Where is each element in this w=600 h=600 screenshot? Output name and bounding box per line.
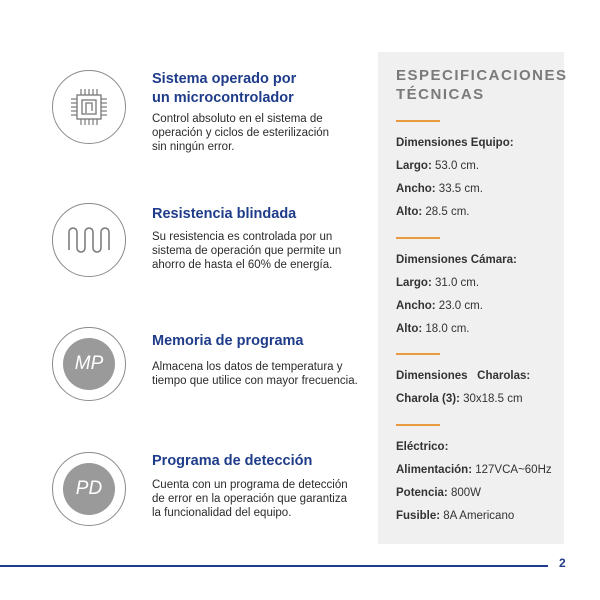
spec-heading-equipo: Dimensiones Equipo:: [396, 137, 514, 149]
spec-largo-equipo: Largo: 53.0 cm.: [396, 160, 480, 172]
specifications-title-line: TÉCNICAS: [396, 86, 485, 103]
spec-charola: Charola (3): 30x18.5 cm: [396, 393, 523, 405]
specifications-title-line: ESPECIFICACIONES: [396, 67, 568, 84]
feature-description: [152, 360, 382, 388]
feature-title: Resistencia blindada: [152, 206, 297, 222]
description-line: la funcionalidad del equipo.: [152, 507, 292, 519]
mp-badge-icon: [52, 327, 126, 401]
spec-heading-camara: Dimensiones Cámara:: [396, 254, 517, 266]
orange-divider: [396, 237, 440, 239]
orange-divider: [396, 353, 440, 355]
feature-title: Memoria de programa: [152, 333, 304, 349]
spec-ancho-equipo: Ancho: 33.5 cm.: [396, 183, 483, 195]
description-line: Su resistencia es controlada por un: [152, 231, 333, 243]
feature-title-line: un microcontrolador: [152, 90, 294, 106]
spec-heading-electrico: Eléctrico:: [396, 441, 449, 453]
description-line: operación y ciclos de esterilización: [152, 127, 330, 139]
microcontroller-icon: [52, 70, 126, 144]
spec-fusible: Fusible: 8A Americano: [396, 510, 515, 522]
description-line: sistema de operación que permite un: [152, 245, 342, 257]
feature-title-line: Sistema operado por: [152, 71, 297, 87]
specifications-title: [396, 66, 568, 104]
feature-deteccion: [52, 452, 382, 532]
specifications-panel: [378, 52, 568, 544]
spec-alto-equipo: Alto: 28.5 cm.: [396, 206, 470, 218]
description-line: de error en la operación que garantiza: [152, 493, 347, 505]
description-line: tiempo que utilice con mayor frecuencia.: [152, 375, 358, 387]
description-line: ahorro de hasta el 60% de energía.: [152, 259, 333, 271]
description-line: Almacena los datos de temperatura y: [152, 361, 343, 373]
feature-microcontroller: [52, 70, 382, 153]
feature-description: [152, 478, 377, 520]
feature-memoria: [52, 327, 382, 407]
description-line: Cuenta con un programa de detección: [152, 479, 348, 491]
spec-largo-camara: Largo: 31.0 cm.: [396, 277, 480, 289]
spec-alto-camara: Alto: 18.0 cm.: [396, 323, 470, 335]
orange-divider: [396, 120, 440, 122]
feature-description: [152, 230, 377, 272]
footer-rule: [0, 565, 548, 567]
description-line: sin ningún error.: [152, 141, 235, 153]
orange-divider: [396, 424, 440, 426]
feature-title: [152, 70, 382, 108]
page-number: 2: [559, 556, 566, 570]
badge-text: PD: [63, 463, 115, 515]
spec-potencia: Potencia: 800W: [396, 487, 482, 499]
spec-alimentacion: Alimentación: 127VCA~60Hz: [396, 464, 552, 476]
badge-text: MP: [63, 338, 115, 390]
description-line: Control absoluto en el sistema de: [152, 113, 323, 125]
feature-description: [152, 112, 377, 154]
heating-coil-icon: [52, 203, 126, 277]
feature-resistencia: [52, 203, 382, 283]
pd-badge-icon: [52, 452, 126, 526]
spec-ancho-camara: Ancho: 23.0 cm.: [396, 300, 483, 312]
spec-heading-charolas: Dimensiones Charolas:: [396, 370, 531, 382]
feature-title: Programa de detección: [152, 453, 313, 469]
